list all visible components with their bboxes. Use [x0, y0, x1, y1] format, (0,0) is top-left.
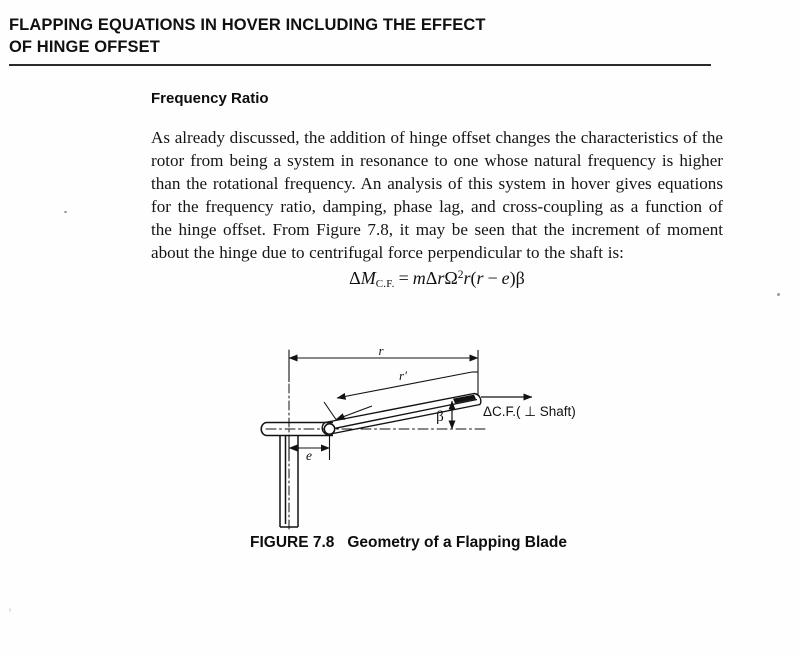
equation-subscript-cf: C.F.: [375, 278, 395, 291]
scan-speck-left: [64, 211, 67, 213]
equation-beta: β: [515, 268, 525, 288]
running-head: [9, 14, 749, 58]
equation-r1: r: [463, 268, 471, 288]
figure-7-8-diagram: [250, 344, 610, 544]
equation-r2: r: [476, 268, 484, 288]
label-centrifugal-force: ΔC.F.( ⊥ Shaft): [483, 404, 576, 419]
equation-delta: Δ: [349, 268, 361, 288]
section-heading: Frequency Ratio: [151, 90, 269, 107]
figure-caption-title: Geometry of a Flapping Blade: [347, 534, 567, 551]
scan-speck-right: [777, 293, 780, 296]
flap-hinge: [324, 424, 334, 434]
equation-dr: r: [437, 268, 445, 288]
flapping-blade-geometry-svg: [250, 344, 610, 544]
equation-paren-close: ): [509, 268, 516, 288]
equation-omega: Ω: [444, 268, 458, 288]
equation-e: e: [501, 268, 510, 288]
running-head-line-2: OF HINGE OFFSET: [9, 38, 160, 56]
equation-delta-2: Δ: [425, 268, 438, 288]
equation-paren-open: (: [470, 268, 477, 288]
figure-caption: [250, 534, 680, 552]
equation-minus: −: [487, 268, 498, 288]
equation-mass: m: [412, 268, 426, 288]
label-beta: β: [436, 409, 444, 425]
dimension-r-prime: [337, 372, 478, 398]
label-r-prime: r′: [399, 368, 407, 383]
header-divider-rule: [9, 64, 711, 66]
running-head-line-1: FLAPPING EQUATIONS IN HOVER INCLUDING THE EFFECT: [9, 16, 486, 34]
equation-equals: =: [398, 268, 409, 288]
display-equation: [151, 268, 723, 290]
figure-caption-number: FIGURE 7.8: [250, 534, 335, 551]
blade-root-leader: [324, 402, 372, 420]
body-paragraph: As already discussed, the addition of hinge offset changes the characteristics of the rotor from being a system in resonance to one whose natural frequency is higher than the rotational frequency. An analysis of this system in hover gives equations for the frequency ratio, damping, phase lag, and cross-coupling as a function of the hinge offset. From Figure 7.8, it may be seen that the increment of moment about the hinge due to centrifugal force perpendicular to the shaft is:: [151, 128, 723, 263]
scan-speck-lower: [9, 608, 11, 612]
equation-moment-symbol: M: [360, 268, 376, 288]
label-r: r: [378, 344, 384, 358]
label-e: e: [306, 448, 312, 463]
equation-omega-exponent: 2: [457, 269, 464, 282]
